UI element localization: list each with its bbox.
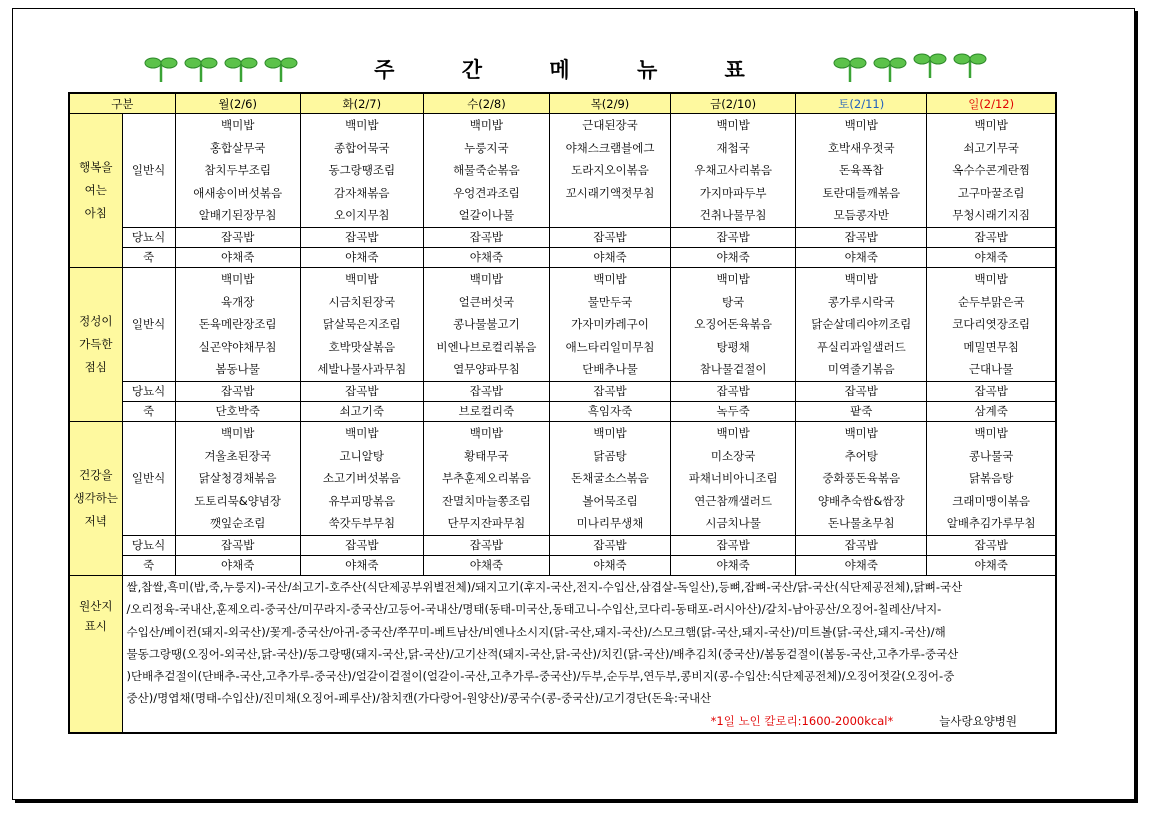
- porridge-meal-label: 죽: [122, 247, 175, 267]
- dish-item: 백미밥: [220, 118, 255, 132]
- dish-item: 쑥갓두부무침: [328, 516, 396, 531]
- dish-item: 콩나물국: [968, 448, 1014, 463]
- dish-item: 시금치된장국: [328, 294, 396, 309]
- diabetic-row: [69, 535, 1056, 555]
- dish-item: 쇠고기무국: [963, 140, 1019, 155]
- dish-item: 순두부맑은국: [957, 294, 1025, 309]
- meal-regular-row: [69, 421, 1056, 535]
- dish-item: 해물죽순볶음: [453, 163, 520, 178]
- dish-item: 무청시래기지짐: [952, 208, 1031, 223]
- menu-cell-wed: [423, 267, 549, 381]
- dish-item: 유부피망볶음: [328, 493, 396, 508]
- menu-cell-fri: [671, 421, 796, 535]
- regular-meal-label: 일반식: [122, 114, 175, 228]
- dish-item: 연근참깨샐러드: [694, 493, 772, 508]
- dish-item: 단배추나물: [582, 362, 638, 377]
- calorie-note: *1일 노인 칼로리:1600-2000kcal*: [710, 713, 894, 728]
- dish-item: 감자채볶음: [334, 185, 390, 200]
- menu-cell-thu: [549, 114, 670, 228]
- day-header-sun: 일(2/12): [927, 93, 1056, 114]
- porridge-row: [69, 247, 1056, 267]
- regular-meal-label: 일반식: [122, 421, 175, 535]
- dish-item: 미역줄기볶음: [827, 362, 895, 377]
- dish-item: 육개장: [220, 294, 255, 309]
- dish-item: 모듬콩자반: [833, 208, 890, 223]
- diabetic-cell-fri: 잡곡밥: [671, 227, 796, 247]
- dish-item: 황태무국: [464, 448, 509, 463]
- day-header-fri: 금(2/10): [671, 93, 796, 114]
- menu-cell-tue: [300, 267, 423, 381]
- menu-cell-sun: [927, 267, 1056, 381]
- dish-item: 우채고사리볶음: [694, 163, 772, 178]
- origin-row: [69, 575, 1056, 733]
- sprout-icon: [870, 48, 910, 84]
- dish-item: 백미밥: [974, 271, 1008, 286]
- porridge-cell-tue: 야채죽: [300, 555, 423, 575]
- dish-item: 백미밥: [716, 271, 750, 286]
- porridge-cell-wed: 브로컬리죽: [423, 401, 549, 421]
- dish-item: 열무양파무침: [453, 362, 520, 377]
- dish-item: 우엉견과조림: [453, 185, 520, 200]
- menu-cell-thu: [549, 421, 670, 535]
- dish-item: 소고기버섯볶음: [322, 471, 401, 486]
- dish-item: 백미밥: [345, 118, 379, 132]
- dish-item: 비엔나브로컬리볶음: [436, 339, 537, 354]
- porridge-cell-sat: 야채죽: [796, 247, 927, 267]
- menu-cell-sat: [796, 114, 927, 228]
- dish-item: 단무지잔파무침: [447, 516, 526, 531]
- menu-cell-fri: [671, 267, 796, 381]
- dish-item: 고구마꿀조림: [957, 185, 1025, 200]
- day-header-wed: 수(2/8): [423, 93, 549, 114]
- porridge-meal-label: 죽: [122, 555, 175, 575]
- dish-item: 백미밥: [469, 271, 504, 286]
- diabetic-cell-sun: 잡곡밥: [927, 227, 1056, 247]
- dish-item: 봄동나물: [215, 362, 260, 377]
- dish-item: 실곤약야채무침: [198, 339, 277, 354]
- meal-label-line: 정성이: [79, 313, 113, 328]
- porridge-cell-thu: 야채죽: [549, 247, 670, 267]
- dish-item: 호박새우젓국: [827, 140, 895, 155]
- diabetic-cell-mon: 잡곡밥: [175, 535, 300, 555]
- sprout-icon: [910, 48, 950, 84]
- meal-label-line: 가득한: [79, 336, 113, 351]
- origin-line: 수입산/베이컨(돼지-외국산)/꽃게-중국산/아귀-중국산/쭈꾸미-베트남산/비엔나소시지(닭-국산,돼지-국산)/스모크햄(닭-국산,돼지-국산)/미트볼(닭-국산,돼지-국산)/해: [126, 624, 946, 639]
- menu-cell-thu: [549, 267, 670, 381]
- diabetic-cell-mon: 잡곡밥: [175, 381, 300, 401]
- porridge-cell-wed: 야채죽: [423, 247, 549, 267]
- porridge-meal-label: 죽: [122, 401, 175, 421]
- porridge-cell-wed: 야채죽: [423, 555, 549, 575]
- meal-label-line: 건강을: [79, 467, 113, 482]
- dish-item: 탕평채: [716, 339, 750, 354]
- dish-item: 호박맛살볶음: [328, 339, 396, 354]
- menu-cell-fri: [671, 114, 796, 228]
- dish-item: 닭곰탕: [593, 448, 627, 463]
- dish-item: 백미밥: [220, 425, 255, 440]
- dish-item: 백미밥: [974, 425, 1008, 440]
- dish-item: 백미밥: [593, 425, 627, 440]
- diabetic-cell-sat: 잡곡밥: [796, 227, 927, 247]
- dish-item: 메밀면무침: [963, 339, 1019, 354]
- dish-item: 코다리엿장조림: [952, 317, 1031, 332]
- diabetic-meal-label: 당뇨식: [122, 227, 175, 247]
- dish-item: 미소장국: [710, 448, 756, 463]
- dish-item: 백미밥: [974, 118, 1008, 132]
- dish-item: 오징어돈육볶음: [694, 317, 772, 332]
- origin-label: [69, 575, 122, 733]
- diabetic-cell-wed: 잡곡밥: [423, 381, 549, 401]
- sprout-decoration-right: [830, 48, 990, 84]
- dish-item: 도토리묵&양념장: [194, 493, 282, 508]
- origin-line: /오리정육-국내산,훈제오리-중국산/미꾸라지-중국산/고등어-국내산/명태(동태-미국산,동태고니-수입산,코다리-동태포-러시아산)/갈치-남아공산/오징어-칠레산/낙지-: [126, 602, 942, 617]
- menu-cell-wed: [423, 114, 549, 228]
- menu-cell-tue: [300, 114, 423, 228]
- dish-item: 홍합살무국: [209, 140, 266, 155]
- dish-item: 근대된장국: [582, 118, 638, 132]
- diabetic-cell-sat: 잡곡밥: [796, 535, 927, 555]
- dish-item: 도라지오이볶음: [571, 163, 649, 178]
- dish-item: 토란대들깨볶음: [822, 185, 901, 200]
- dish-item: 세발나물사과무침: [317, 362, 407, 377]
- dish-item: 오이지무침: [334, 208, 390, 223]
- dish-item: 누룽지국: [464, 140, 509, 155]
- dish-item: 잔멸치마늘쫑조림: [441, 493, 531, 508]
- dish-item: 재첩국: [716, 140, 750, 155]
- dish-item: 닭볶음탕: [968, 471, 1014, 486]
- dish-item: [550, 204, 670, 227]
- meal-label-line: 저녁: [84, 513, 107, 528]
- porridge-cell-fri: 녹두죽: [671, 401, 796, 421]
- origin-line: 물동그랑땡(오징어-외국산,닭-국산)/동그랑땡(돼지-국산,닭-국산)/고기산적(돼지-국산,닭-국산)/치킨(닭-국산)/배추김치(중국산)/봄동겉절이(봄동-국산,고추가루-중국산: [126, 646, 959, 661]
- diabetic-cell-fri: 잡곡밥: [671, 381, 796, 401]
- dish-item: 겨울초된장국: [204, 448, 271, 463]
- dish-item: 백미밥: [716, 425, 750, 440]
- porridge-cell-thu: 야채죽: [549, 555, 670, 575]
- porridge-cell-sun: 삼계죽: [927, 401, 1056, 421]
- menu-cell-sun: [927, 421, 1056, 535]
- menu-cell-wed: [423, 421, 549, 535]
- menu-cell-sat: [796, 267, 927, 381]
- dish-item: 돈나물초무침: [827, 516, 895, 531]
- header-row: [69, 93, 1056, 114]
- hospital-name: 늘사랑요양병원: [939, 713, 1017, 728]
- dish-item: 푸실리과일샐러드: [816, 339, 906, 354]
- dish-item: 백미밥: [844, 425, 878, 440]
- porridge-cell-sat: 팥죽: [796, 401, 927, 421]
- menu-cell-tue: [300, 421, 423, 535]
- dish-item: 근대나물: [968, 362, 1014, 377]
- dish-item: 꼬시래기액젓무침: [565, 185, 655, 200]
- diabetic-cell-sun: 잡곡밥: [927, 535, 1056, 555]
- sprout-icon: [830, 48, 870, 84]
- meal-regular-row: [69, 267, 1056, 381]
- porridge-cell-fri: 야채죽: [671, 247, 796, 267]
- dish-item: 고니알탕: [339, 448, 384, 463]
- dish-item: 백미밥: [469, 118, 504, 132]
- diabetic-cell-thu: 잡곡밥: [549, 535, 670, 555]
- dish-item: 얼큰버섯국: [458, 294, 515, 309]
- porridge-cell-sun: 야채죽: [927, 247, 1056, 267]
- diabetic-meal-label: 당뇨식: [122, 381, 175, 401]
- dish-item: 시금치나물: [705, 516, 761, 531]
- diabetic-cell-wed: 잡곡밥: [423, 535, 549, 555]
- meal-label: [69, 421, 122, 575]
- dish-item: 백미밥: [593, 271, 627, 286]
- porridge-cell-sun: 야채죽: [927, 555, 1056, 575]
- dish-item: 부추훈제오리볶음: [441, 471, 531, 486]
- dish-item: 미나리무생채: [576, 516, 644, 531]
- diabetic-cell-mon: 잡곡밥: [175, 227, 300, 247]
- dish-item: 종합어묵국: [334, 140, 390, 155]
- regular-meal-label: 일반식: [122, 267, 175, 381]
- dish-item: 백미밥: [844, 271, 878, 286]
- weekly-menu-table: [68, 92, 1057, 734]
- diabetic-cell-thu: 잡곡밥: [549, 381, 670, 401]
- dish-item: 닭살청경채볶음: [198, 471, 277, 486]
- origin-line: )단배추겉절이(단배추-국산,고추가루-중국산)/얼갈이겉절이(얼갈이-국산,고추가루-중국산)/두부,순두부,연두부,콩비지(콩-수입산:식단제공전체)/오징어젓갈(오징어-중: [126, 669, 955, 684]
- diabetic-cell-wed: 잡곡밥: [423, 227, 549, 247]
- dish-item: 물만두국: [587, 294, 633, 309]
- porridge-cell-mon: 야채죽: [175, 555, 300, 575]
- meal-label: [69, 114, 122, 268]
- porridge-cell-fri: 야채죽: [671, 555, 796, 575]
- sprout-icon: [950, 48, 990, 84]
- diabetic-row: [69, 381, 1056, 401]
- dish-item: 백미밥: [469, 425, 504, 440]
- dish-item: 옥수수콘게란찜: [952, 163, 1031, 178]
- diabetic-meal-label: 당뇨식: [122, 535, 175, 555]
- dish-item: 백미밥: [220, 271, 255, 286]
- dish-item: 백미밥: [345, 425, 379, 440]
- diabetic-cell-sat: 잡곡밥: [796, 381, 927, 401]
- dish-item: 닭살묵은지조림: [322, 317, 401, 332]
- origin-line: 쌀,찹쌀,흑미(밥,죽,누룽지)-국산/쇠고기-호주산(식단제공부위별전체)/돼지고기(후지-국산,전지-수입산,삼겹살-독일산),등뼈,잡뼈-국산/닭-국산(식단제공전체),닭뼈-국산: [126, 579, 963, 594]
- dish-item: 참나물겉절이: [699, 362, 767, 377]
- dish-item: 알배기된장무침: [198, 208, 277, 223]
- day-header-mon: 월(2/6): [175, 93, 300, 114]
- origin-line: 중산)/명엽채(명태-수입산)/진미채(오징어-페루산)/참치캔(가다랑어-원양산)/콩국수(콩-중국산)/고기경단(돈육:국내산: [126, 691, 712, 706]
- dish-item: 탕국: [722, 294, 745, 309]
- porridge-cell-tue: 야채죽: [300, 247, 423, 267]
- dish-item: 건취나물무침: [699, 208, 767, 223]
- meal-label-line: 여는: [84, 182, 107, 197]
- dish-item: 가지마파두부: [699, 185, 767, 200]
- diabetic-cell-fri: 잡곡밥: [671, 535, 796, 555]
- meal-label-line: 점심: [84, 359, 107, 374]
- dish-item: 백미밥: [844, 118, 878, 132]
- dish-item: 볼어묵조림: [582, 493, 638, 508]
- dish-item: 얼갈이나물: [458, 208, 515, 223]
- diabetic-cell-sun: 잡곡밥: [927, 381, 1056, 401]
- dish-item: 백미밥: [345, 271, 379, 286]
- diabetic-cell-tue: 잡곡밥: [300, 381, 423, 401]
- meal-regular-row: [69, 114, 1056, 228]
- day-header-tue: 화(2/7): [300, 93, 423, 114]
- origin-label-line: 표시: [84, 618, 107, 633]
- day-header-thu: 목(2/9): [549, 93, 670, 114]
- dish-item: 닭순살데리야끼조림: [811, 317, 912, 332]
- origin-text: [122, 575, 1056, 733]
- dish-item: 돈육폭찹: [839, 163, 884, 178]
- menu-cell-mon: [175, 421, 300, 535]
- day-header-sat: 토(2/11): [796, 93, 927, 114]
- dish-item: 동그랑땡조림: [328, 163, 396, 178]
- meal-label: [69, 267, 122, 421]
- dish-item: 돈채굴소스볶음: [571, 471, 649, 486]
- dish-item: 알배추김가루무침: [946, 516, 1036, 531]
- porridge-row: [69, 555, 1056, 575]
- menu-cell-sun: [927, 114, 1056, 228]
- porridge-cell-tue: 쇠고기죽: [300, 401, 423, 421]
- porridge-row: [69, 401, 1056, 421]
- menu-cell-mon: [175, 114, 300, 228]
- porridge-cell-mon: 야채죽: [175, 247, 300, 267]
- origin-label-line: 원산지: [79, 598, 113, 613]
- diabetic-cell-thu: 잡곡밥: [549, 227, 670, 247]
- dish-item: 파채너비아니조림: [688, 471, 778, 486]
- dish-item: 크래미맹이볶음: [952, 493, 1031, 508]
- porridge-cell-sat: 야채죽: [796, 555, 927, 575]
- dish-item: 추어탕: [844, 448, 878, 463]
- porridge-cell-thu: 흑임자죽: [549, 401, 670, 421]
- dish-item: 중화풍돈육볶음: [822, 471, 901, 486]
- dish-item: 돈육메란장조림: [198, 317, 277, 332]
- diabetic-row: [69, 227, 1056, 247]
- meal-label-line: 아침: [84, 205, 107, 220]
- meal-label-line: 생각하는: [73, 490, 118, 505]
- dish-item: 야채스크램블에그: [565, 140, 655, 155]
- dish-item: 가자미카레구이: [571, 317, 649, 332]
- meal-label-line: 행복을: [79, 159, 113, 174]
- porridge-cell-mon: 단호박죽: [175, 401, 300, 421]
- dish-item: 깻잎순조림: [209, 516, 266, 531]
- diabetic-cell-tue: 잡곡밥: [300, 535, 423, 555]
- menu-cell-mon: [175, 267, 300, 381]
- dish-item: 콩나물불고기: [453, 317, 520, 332]
- dish-item: 콩가루시락국: [827, 294, 895, 309]
- footer-notes: [127, 710, 1051, 732]
- dish-item: 백미밥: [716, 118, 750, 132]
- diabetic-cell-tue: 잡곡밥: [300, 227, 423, 247]
- dish-item: 애느타리일미무침: [565, 339, 655, 354]
- category-header: 구분: [69, 93, 175, 114]
- menu-cell-sat: [796, 421, 927, 535]
- page-title: 주 간 메 뉴 표: [374, 58, 775, 82]
- dish-item: 애새송이버섯볶음: [193, 185, 283, 200]
- dish-item: 참치두부조림: [204, 163, 271, 178]
- dish-item: 양배추숙쌈&쌈장: [817, 493, 905, 508]
